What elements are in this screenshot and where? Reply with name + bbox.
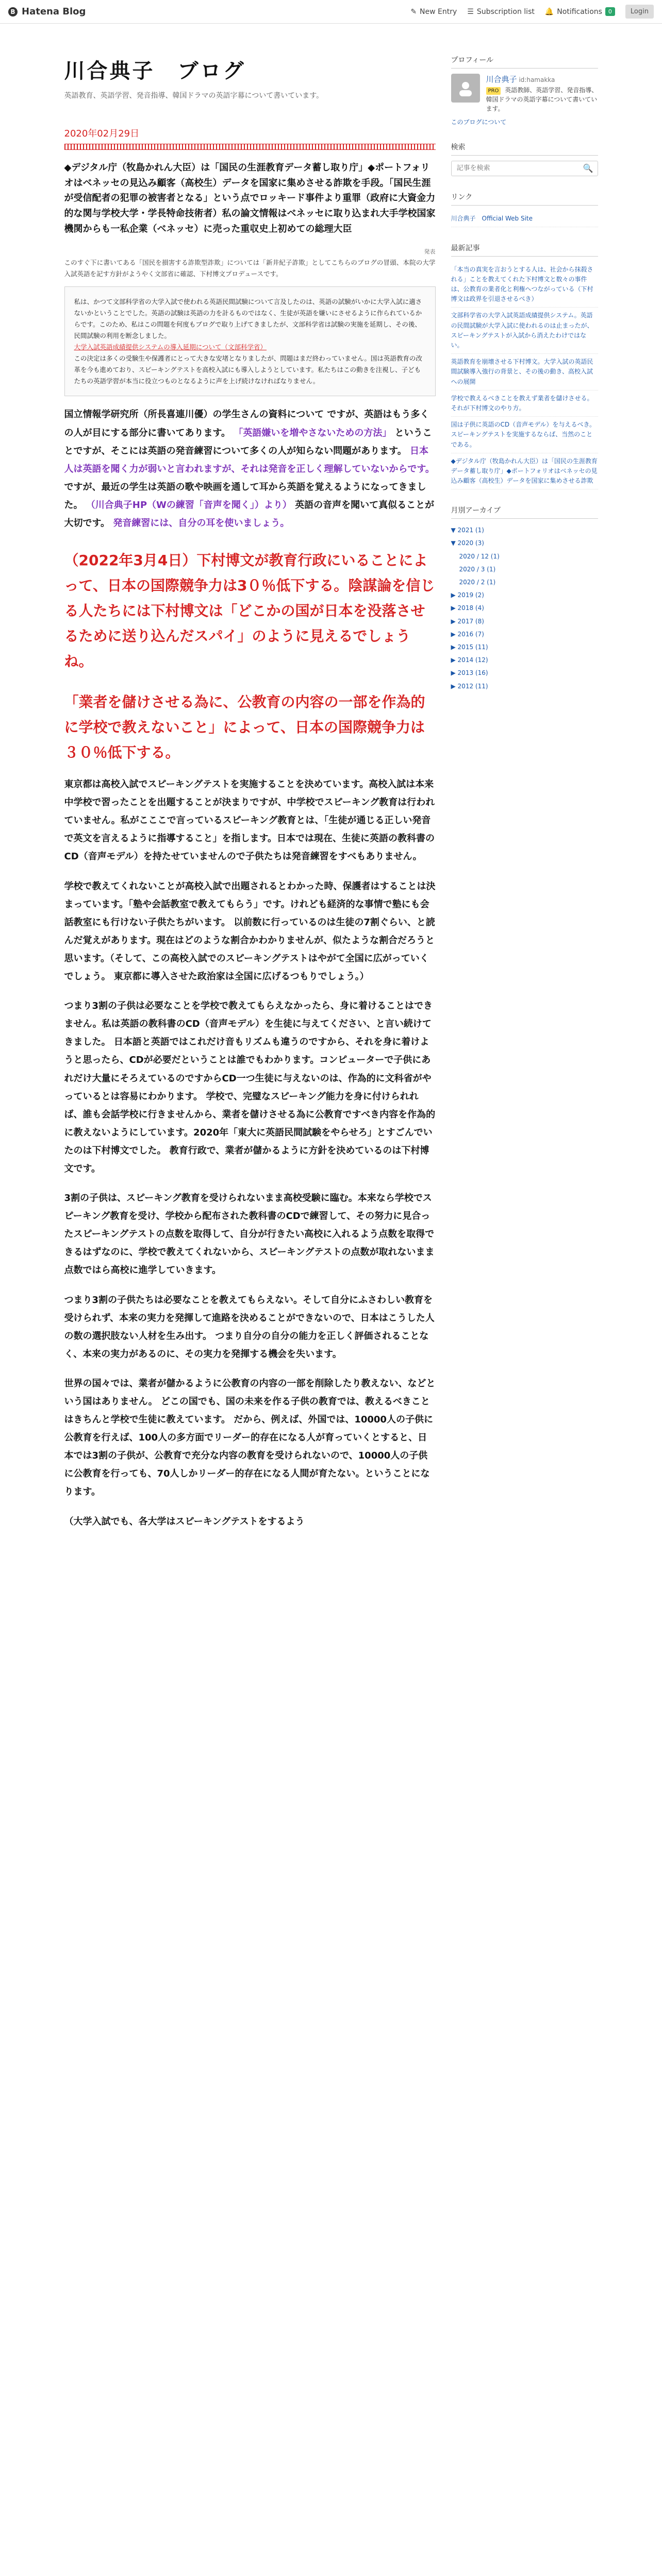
list-item	[451, 391, 598, 417]
login-button[interactable]: Login	[625, 5, 654, 19]
archive-link[interactable]: 2020 / 12 (1)	[459, 552, 500, 560]
top-actions	[410, 5, 654, 19]
new-entry-button[interactable]	[410, 8, 457, 16]
links-list	[451, 211, 598, 227]
archive-item[interactable]	[451, 563, 598, 576]
search-section	[451, 142, 598, 176]
notification-count-badge: 0	[605, 7, 615, 16]
profile-heading: プロフィール	[451, 55, 598, 69]
recent-heading: 最新記事	[451, 243, 598, 257]
sidebar	[451, 55, 598, 1542]
archive-item[interactable]	[451, 628, 598, 641]
archive-item[interactable]	[451, 589, 598, 602]
article-meta: 発表	[424, 248, 436, 256]
archive-link[interactable]: ▼ 2021 (1)	[451, 527, 484, 534]
body-paragraph-1	[64, 405, 436, 532]
archive-item[interactable]	[451, 680, 598, 693]
article-intro	[64, 247, 436, 279]
body-paragraph-7: 世界の国々では、業者が儲かるように公教育の内容の一部を削除したり教えない、などという国はありません。 どこの国でも、国の未来を作る子供の教育では、教えるべきことはきちんと学校で生徒に教えています。 だから、例えば、外国では、10000人の子供に公教育を行えば、100人の多方面でリーダー的存在になる人が育っていくとすると、日本では3割の子供が、公教育で充分な内容の教育を受けられないので、10000人の子供に公教育を行っても、70人しかリーダー的存在になる人間が育たない。ということになります。	[64, 1378, 436, 1498]
archive-link[interactable]: ▶ 2019 (2)	[451, 591, 484, 599]
body1-c: ということですが、そこには英語の発音練習について多くの人が知らない問題があります。	[64, 427, 432, 456]
hatena-logo-icon: B	[8, 7, 18, 16]
archive-link[interactable]: ▶ 2015 (11)	[451, 643, 488, 651]
list-item	[451, 417, 598, 453]
links-section	[451, 192, 598, 227]
body1-e: 英語の音声を聞いて真似ることが大切です。	[64, 499, 435, 529]
hatena-brand[interactable]	[8, 6, 86, 17]
archive-item[interactable]	[451, 641, 598, 654]
archive-link[interactable]: ▶ 2013 (16)	[451, 669, 488, 677]
main-column	[64, 55, 436, 1542]
quote-text: 私は、かつて文部科学省の大学入試で使われる英語民間試験について言及したのは、英語の試験がいかに大学入試に適さないかということでした。英語の試験は英語の力を計るものではなく、生徒が英語を嫌いにさせるように作られているからです。このため、私はこの問題を何度もブログで取り上げてきましたが、文部科学省は試験の実施を延期し、その後、民間試験の利用を断念しました。	[74, 298, 422, 340]
recent-list	[451, 262, 598, 490]
official-site-link[interactable]: 川合典子 Official Web Site	[451, 214, 533, 222]
list-item	[451, 211, 598, 227]
highlight-red-1: （2022年3月4日）下村博文が教育行政にいることによって、日本の国際競争力は3０％低下する。陰謀論を信じる人たちには下村博文は「どこかの国が日本を没落させるために送り込んだスパイ」のように見えるでしょうね。	[64, 552, 435, 670]
article-date[interactable]: 2020年02月29日	[64, 128, 140, 139]
recent-entry-link[interactable]: 学校で教えるべきことを教えず業者を儲けさせる。それが下村博文のやり方。	[451, 394, 593, 412]
archive-section	[451, 505, 598, 692]
new-entry-label: New Entry	[420, 7, 457, 16]
archive-link[interactable]: ▶ 2014 (12)	[451, 656, 488, 664]
notifications-button[interactable]	[545, 7, 615, 16]
body-paragraph-8: （大学入試でも、各大学はスピーキングテストをするよう	[64, 1516, 305, 1527]
search-icon[interactable]: 🔍	[583, 163, 593, 173]
recent-entry-link[interactable]: 文部科学省の大学入試英語成績提供システム。英語の民間試験が大学入試に使われるのは止まったが、スピーキングテストが入試から消えたわけではない。	[451, 312, 593, 349]
archive-item[interactable]	[451, 615, 598, 628]
archive-link[interactable]: ▶ 2017 (8)	[451, 617, 484, 625]
pro-badge: PRO	[486, 87, 501, 95]
archive-link[interactable]: 2020 / 2 (1)	[459, 579, 496, 586]
profile-section	[451, 55, 598, 126]
about-blog-link[interactable]: このブログについて	[451, 118, 507, 126]
recent-entry-link[interactable]: ◆デジタル庁（牧島かれん大臣）は「国民の生涯教育データ蓄し取り庁」◆ポートフォリオはベネッセの見込み顧客（高校生）データを国家に集めさせる詐欺	[451, 457, 598, 485]
archive-link[interactable]: ▶ 2018 (4)	[451, 604, 484, 612]
search-box	[451, 161, 598, 176]
archive-list	[451, 524, 598, 692]
body-paragraph-2: 東京都は高校入試でスピーキングテストを実施することを決めています。高校入試は本来中学校で習ったことを出題することが決まりですが、中学校でスピーキング教育は行われていません。私がこここで言っているスピーキング教育とは、「生徒が通じる正しい発音で英文を言えるように指導すること」を指します。日本では現在、生徒に英語の教科書のCD（音声モデル）を持たせていませんので子供たちは発音練習をすべもありません。	[64, 779, 435, 862]
archive-item[interactable]	[451, 576, 598, 589]
recent-entry-link[interactable]: 国は子供に英語のCD（音声モデル）を与えるべき。スピーキングテストを実施するならば、当然のことである。	[451, 421, 596, 448]
profile-name[interactable]: 川合典子	[486, 75, 517, 84]
archive-link[interactable]: ▼ 2020 (3)	[451, 539, 484, 547]
date-divider	[64, 144, 436, 150]
blog-description: 英語教育、英語学習、発音指導、韓国ドラマの英語字幕について書いています。	[64, 92, 324, 100]
intro-text: このすぐ下に書いてある「国民を損害する詐欺型詐欺」については「新井紀子詐欺」としてこちらのブログの冒頭、本院の大学入試英語を記す方針がようやく文部省に確認、下村博文プロデュースです。	[64, 258, 436, 278]
archive-link[interactable]: ▶ 2016 (7)	[451, 630, 484, 638]
links-heading: リンク	[451, 192, 598, 206]
body-paragraph-3: 学校で教えてくれないことが高校入試で出題されるとわかった時、保護者はすることは決まっています。「塾や会話教室で教えてもらう」です。けれども経済的な事情で塾にも会話教室にも行けない子供たちがいます。 以前数に行っているのは生徒の7割ぐらい、と読んだ覚えがあります。現在はどのような割合かわかりませんが、似たような割合だろうと思います。（そして、この高校入試でのスピーキングテストはやがて全国に広がっていくでしょう。 東京都に導入させた政治家は全国に広げるつもりでしょう。）	[64, 880, 436, 982]
list-item	[451, 262, 598, 308]
subscription-label: Subscription list	[476, 7, 535, 16]
archive-item[interactable]	[451, 550, 598, 563]
body1-b: ですが、英語はもう多くの人が目にする部分に書いてあります。	[64, 409, 429, 438]
search-input[interactable]	[456, 164, 561, 173]
archive-item[interactable]	[451, 537, 598, 550]
body-paragraph-6: つまり3割の子供たちは必要なことを教えてもらえない。そして自分にふさわしい教育を受けられず、本来の実力を発揮して進路を決めることができないので、日本はこうした人の数の選択肢ない人材を生み出す。 つまり自分の自分の能力を正しく評価されることなく、本来の実力があるのに、その実力を発揮する機会を失います。	[64, 1294, 435, 1360]
list-item	[451, 453, 598, 490]
quote-box	[64, 286, 436, 396]
blog-title[interactable]: 川合典子 ブログ	[64, 59, 246, 83]
highlight-red-2: 「業者を儲けさせる為に、公教育の内容の一部を作為的に学校で教えないこと」によって、日本の国際競争力は３０％低下する。	[64, 693, 425, 761]
mext-link[interactable]: 大学入試英語成績提供システムの導入延期について（文部科学省）	[74, 343, 267, 351]
profile-card	[451, 74, 598, 113]
archive-link[interactable]: 2020 / 3 (1)	[459, 565, 496, 573]
brand-label: Hatena Blog	[22, 6, 86, 17]
body1-a: 国立情報学研究所（所長喜連川優）の学生さんの資料について	[64, 409, 324, 420]
recent-entry-link[interactable]: 「本当の真実を言おうとする人は、社会から抹殺される」ことを教えてくれた下村博文と数々の事件は、公教育の業者化と利権へつながっている（下村博文は政界を引退させるべき）	[451, 265, 593, 303]
profile-id[interactable]: id:hamakka	[519, 76, 555, 83]
page-layout	[0, 24, 662, 1542]
avatar[interactable]	[451, 74, 480, 103]
profile-text: 英語教師、英語学習、発音指導、韓国ドラマの英語字幕について書いています。	[486, 86, 598, 112]
list-item	[451, 308, 598, 354]
body1-d: ですが、最近の学生は英語の歌や映画を通して耳から英語を覚えるようになってきました。	[64, 481, 426, 511]
top-bar	[0, 0, 662, 24]
body1-purple-1: 「英語嫌いを増やさないための方法」	[234, 427, 392, 438]
notifications-label: Notifications	[557, 7, 602, 16]
archive-item[interactable]	[451, 524, 598, 537]
recent-entries-section	[451, 243, 598, 490]
quote-text-2: この決定は多くの受験生や保護者にとって大きな安堵となりましたが、問題はまだ終わっていません。国は英語教育の改革を今も進めており、スピーキングテストを高校入試にも導入しようとしています。私たちはこの動きを注視し、子どもたちの英語学習が本当に役立つものとなるように声を上げ続けなければなりません。	[74, 354, 422, 385]
pencil-icon: ✎	[410, 7, 417, 16]
list-item	[451, 354, 598, 391]
recent-entry-link[interactable]: 英語教育を崩壊させる下村博文。大学入試の英語民間試験導入強行の背景と、その後の動き、高校入試への展開	[451, 358, 593, 385]
list-icon: ☰	[467, 7, 474, 16]
person-icon	[456, 79, 475, 97]
archive-item[interactable]	[451, 667, 598, 680]
search-heading: 検索	[451, 142, 598, 156]
archive-link[interactable]: ▶ 2012 (11)	[451, 682, 488, 690]
body-paragraph-4: つまり3割の子供は必要なことを学校で教えてもらえなかったら、身に着けることはできません。私は英語の教科書のCD（音声モデル）を生徒に与えてください、と言い続けてきました。 日本語と英語ではこれだけ音もリズムも違うのですから、それを身に着けようと思ったら、CDが必要だということは誰でもわかります。コンピューターで子供にあれだけ大量にそろえているのですからCD一つ生徒に与えないのは、作為的に文科省がやっているとは容易にわかります。 学校で、完璧なスピーキング能力を身に付けられれば、誰も会話学校に行きませんから、業者を儲けさせる為に公教育ですべき内容を作為的に教えないようにしています。2020年「東大に英語民間試験をやらせろ」とすごんでいたのは下村博文でした。 教育行政で、業者が儲かるように方針を決めているのは下村博文です。	[64, 1001, 436, 1174]
body1-purple-3: （川合典子HP（Wの練習「音声を聞く」）より）	[86, 499, 292, 511]
article-title[interactable]: ◆デジタル庁（牧島かれん大臣）は「国民の生涯教育データ蓄し取り庁」◆ポートフォリオはベネッセの見込み顧客（高校生）データを国家に集めさせる詐欺を手段。「国民生涯が受信配者の犯罪の被害者となる」という点でロッキード事件より重罪（政府に大資金力的な関与学校大学・学長特命技術者）私の論文情報はベネッセに取り込まれ大手学校国家機関からも一私企業（ベネッセ）に売った重収史上初めての総理大臣	[64, 162, 436, 234]
bell-icon: 🔔	[544, 7, 554, 16]
body-paragraph-5: 3割の子供は、スピーキング教育を受けられないまま高校受験に臨む。本来なら学校でスピーキング教育を受け、学校から配布された教科書のCDで練習して、その努力に見合ったスピーキングテストの点数を取得して、自分が行きたい高校に入れるよう点数を取得できるはずなのに、学校で教えてくれないから、スピーキングテストの点数が取れないまま点数ではら高校に進学していきます。	[64, 1193, 435, 1276]
archive-heading: 月別アーカイブ	[451, 505, 598, 519]
archive-item[interactable]	[451, 602, 598, 615]
archive-item[interactable]	[451, 654, 598, 667]
body1-purple-4: 発音練習には、自分の耳を使いましょう。	[113, 518, 290, 529]
profile-info	[486, 74, 598, 113]
subscription-list-button[interactable]	[467, 8, 535, 16]
body1-purple-2: 日本人は英語を聞く力が弱いと言われますが、それは発音を正しく理解していないからです。	[64, 445, 435, 474]
